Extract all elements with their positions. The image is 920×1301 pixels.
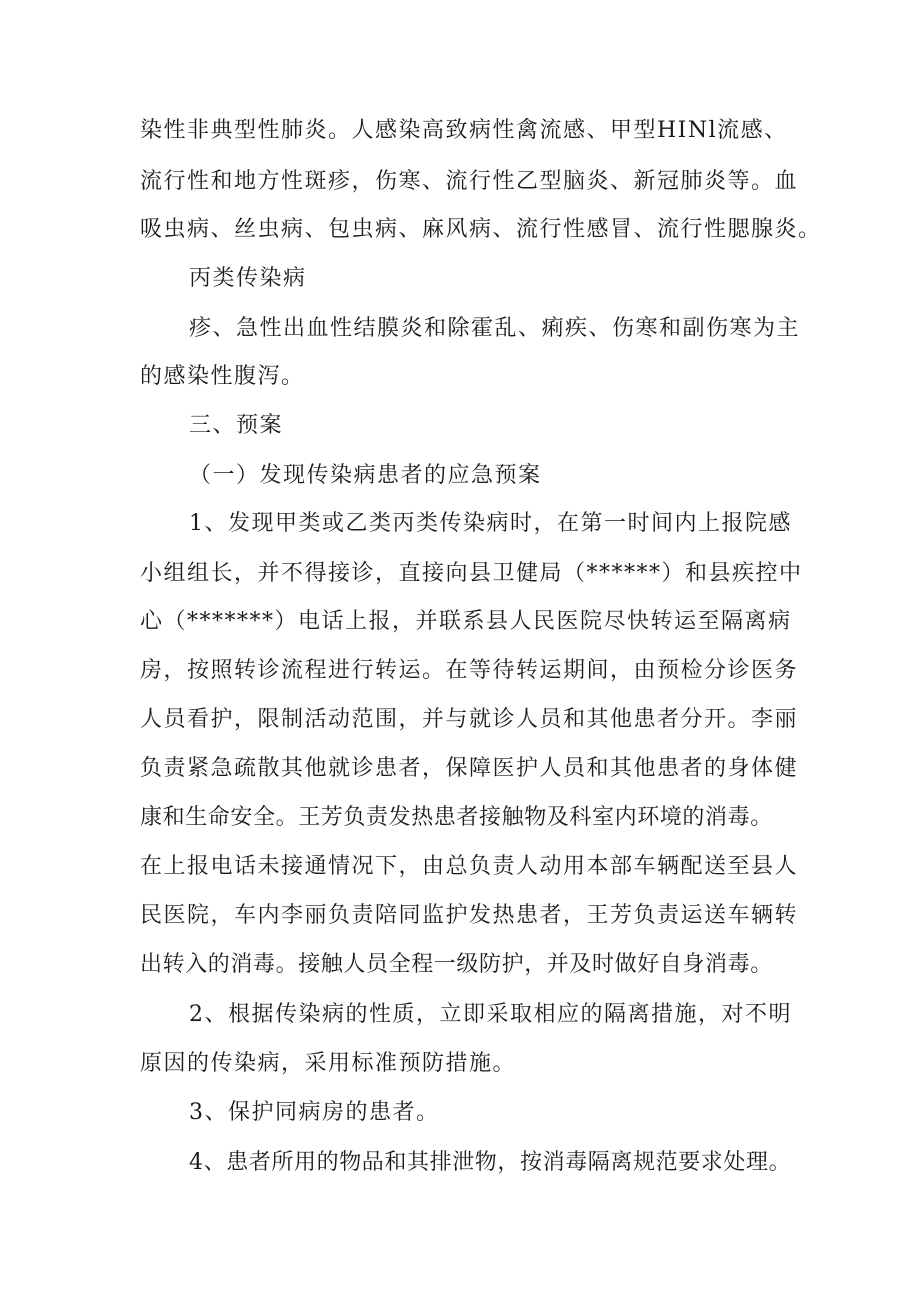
text-line-15: 康和生命安全。王芳负责发热患者接触物及科室内环境的消毒。 bbox=[140, 805, 773, 830]
text-line-2: 流行性和地方性斑疹，伤寒、流行性乙型脑炎、新冠肺炎等。血 bbox=[140, 169, 799, 194]
text-line-10: 小组组长，并不得接诊，直接向县卫健局（******）和县疾控中 bbox=[140, 561, 803, 586]
text-line-16: 在上报电话未接通情况下，由总负责人动用本部车辆配送至县人 bbox=[140, 854, 799, 879]
text-line-11: 心（*******）电话上报，并联系县人民医院尽快转运至隔离病 bbox=[140, 609, 792, 634]
text-line-19: 2、根据传染病的性质，立即采取相应的隔离措施，对不明 bbox=[189, 1002, 792, 1027]
text-line-5: 疹、急性出血性结膜炎和除霍乱、痢疾、伤寒和副伤寒为主 bbox=[189, 316, 801, 341]
text-line-14: 负责紧急疏散其他就诊患者，保障医护人员和其他患者的身体健 bbox=[140, 756, 799, 781]
text-line-9: 1、发现甲类或乙类丙类传染病时，在第一时间内上报院感 bbox=[189, 511, 792, 536]
text-line-12: 房，按照转诊流程进行转运。在等待转运期间，由预检分诊医务 bbox=[140, 658, 799, 683]
subsection-heading-1: （一）发现传染病患者的应急预案 bbox=[189, 463, 542, 488]
subheading-class-c: 丙类传染病 bbox=[189, 266, 307, 291]
text-line-22: 4、患者所用的物品和其排泄物，按消毒隔离规范要求处理。 bbox=[189, 1150, 792, 1175]
text-line-17: 民医院，车内李丽负责陪同监护发热患者，王芳负责运送车辆转 bbox=[140, 903, 799, 928]
text-line-6: 的感染性腹泻。 bbox=[140, 364, 305, 389]
text-line-20: 原因的传染病，采用标准预防措施。 bbox=[140, 1051, 517, 1076]
section-heading-plans: 三、预案 bbox=[189, 413, 284, 438]
text-line-3: 吸虫病、丝虫病、包虫病、麻风病、流行性感冒、流行性腮腺炎。 bbox=[140, 217, 822, 242]
text-line-13: 人员看护，限制活动范围，并与就诊人员和其他患者分开。李丽 bbox=[140, 707, 799, 732]
text-line-1: 染性非典型性肺炎。人感染高致病性禽流感、甲型HINl流感、 bbox=[140, 118, 788, 143]
text-line-18: 出转入的消毒。接触人员全程一级防护，并及时做好自身消毒。 bbox=[140, 952, 773, 977]
text-line-21: 3、保护同病房的患者。 bbox=[189, 1100, 440, 1125]
